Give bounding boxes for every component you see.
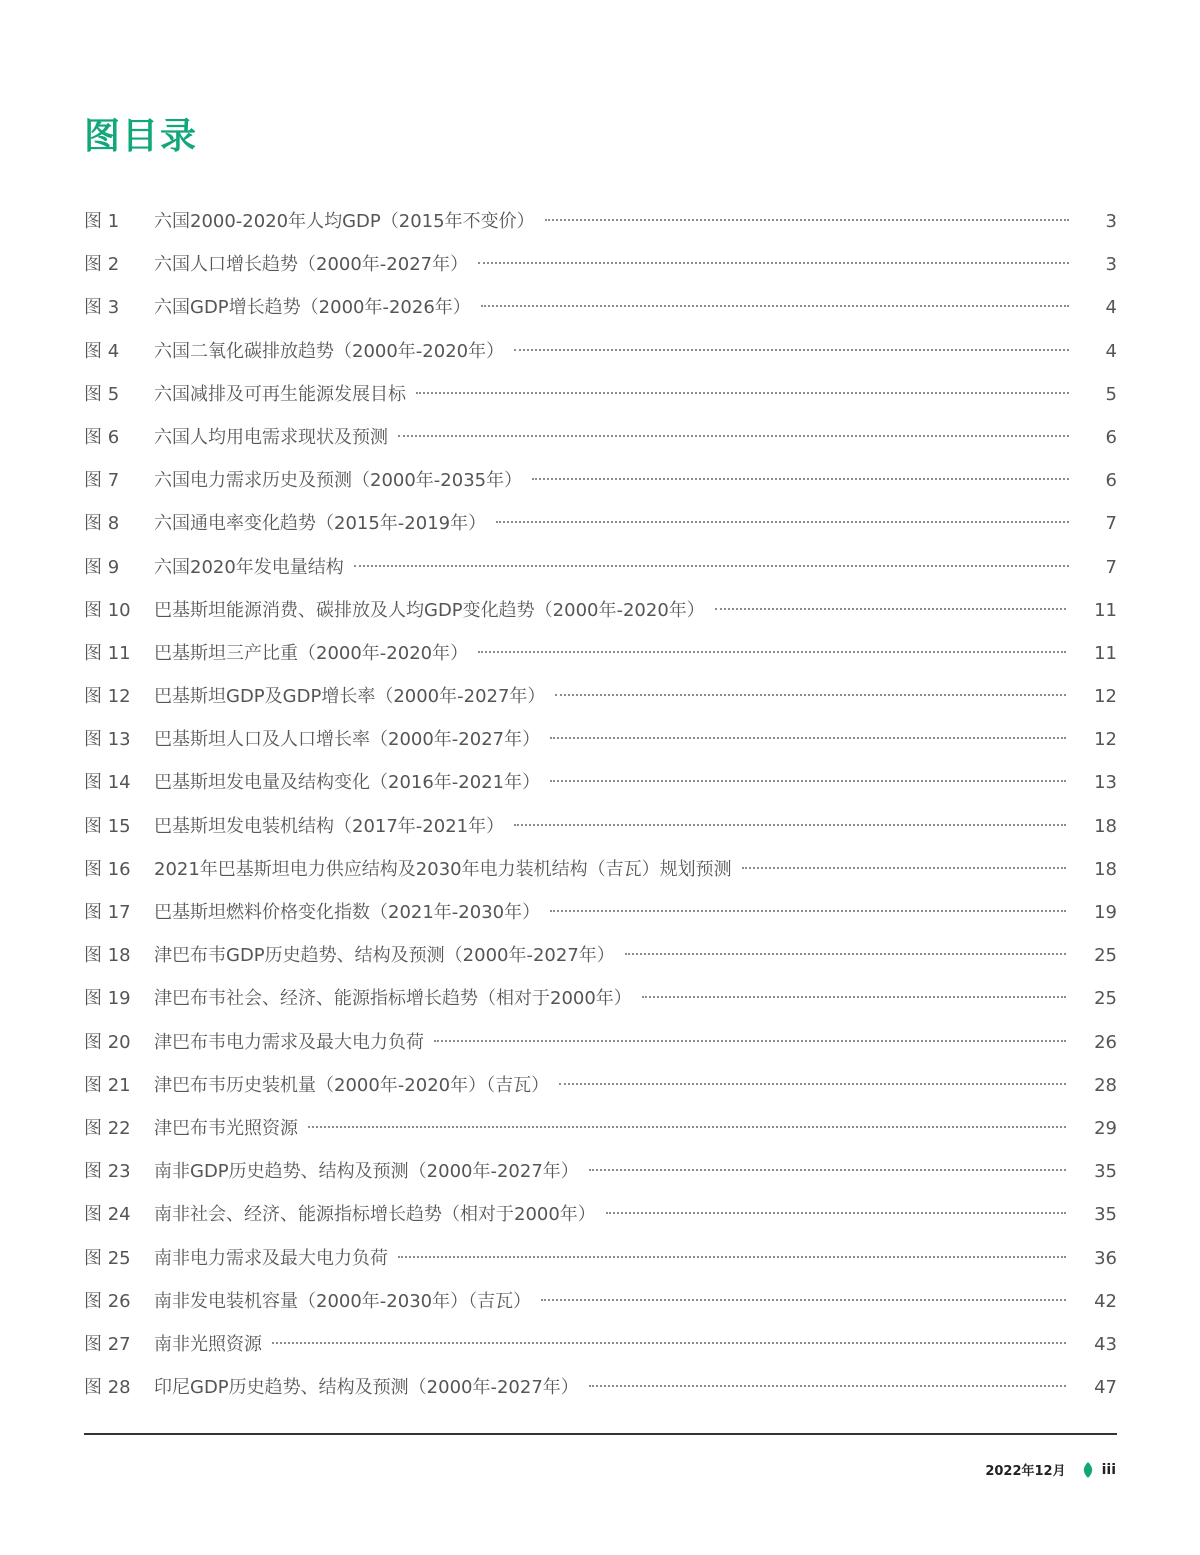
toc-entry-title: 六国人口增长趋势（2000年-2027年） bbox=[154, 254, 469, 276]
toc-entry-label: 图 25 bbox=[84, 1247, 131, 1269]
toc-entry-title: 六国通电率变化趋势（2015年-2019年） bbox=[154, 513, 487, 535]
dot-leader bbox=[589, 1169, 1066, 1171]
toc-entry[interactable] bbox=[84, 286, 1117, 329]
toc-entry-page: 3 bbox=[1105, 254, 1117, 276]
toc-entry-page: 35 bbox=[1094, 1161, 1117, 1183]
toc-entry-label: 图 17 bbox=[84, 902, 131, 923]
toc-entry[interactable] bbox=[84, 416, 1117, 459]
toc-entry-title: 六国电力需求历史及预测（2000年-2035年） bbox=[154, 470, 523, 492]
dot-leader bbox=[434, 1040, 1066, 1042]
dot-leader bbox=[606, 1212, 1066, 1214]
toc-entry-title: 巴基斯坦人口及人口增长率（2000年-2027年） bbox=[154, 729, 541, 751]
toc-entry-label: 图 6 bbox=[84, 426, 120, 448]
dot-leader bbox=[308, 1126, 1066, 1128]
toc-entry[interactable] bbox=[84, 1193, 1117, 1236]
toc-entry[interactable] bbox=[84, 632, 1117, 675]
toc-entry-label: 图 8 bbox=[84, 513, 120, 535]
toc-entry-title: 南非光照资源 bbox=[154, 1333, 262, 1355]
toc-entry[interactable] bbox=[84, 459, 1117, 502]
toc-entry-label: 图 4 bbox=[84, 340, 120, 362]
dot-leader bbox=[416, 392, 1069, 394]
toc-entry-page: 13 bbox=[1094, 772, 1117, 794]
toc-entry-label: 图 1 bbox=[84, 211, 120, 232]
toc-entry-page: 18 bbox=[1094, 815, 1117, 837]
toc-entry[interactable] bbox=[84, 200, 1117, 243]
toc-entry[interactable] bbox=[84, 373, 1117, 416]
page-title: 图目录 bbox=[84, 116, 199, 157]
toc-entry[interactable] bbox=[84, 502, 1117, 545]
toc-entry-title: 六国二氧化碳排放趋势（2000年-2020年） bbox=[154, 340, 505, 362]
toc-entry-page: 26 bbox=[1094, 1031, 1117, 1053]
toc-entry-page: 25 bbox=[1094, 988, 1117, 1010]
dot-leader bbox=[478, 651, 1066, 653]
toc-entry-page: 6 bbox=[1105, 426, 1117, 448]
toc-entry-label: 图 13 bbox=[84, 729, 131, 751]
toc-entry-title: 六国GDP增长趋势（2000年-2026年） bbox=[154, 297, 471, 319]
toc-entry[interactable] bbox=[84, 1237, 1117, 1280]
toc-entry-title: 巴基斯坦GDP及GDP增长率（2000年-2027年） bbox=[154, 686, 546, 708]
leaf-icon bbox=[1082, 1462, 1094, 1478]
toc-entry-page: 43 bbox=[1094, 1333, 1117, 1355]
toc-entry-title: 津巴布韦社会、经济、能源指标增长趋势（相对于2000年） bbox=[154, 988, 632, 1010]
toc-entry-label: 图 3 bbox=[84, 297, 120, 319]
toc-entry-label: 图 2 bbox=[84, 254, 120, 276]
toc-entry-page: 25 bbox=[1094, 945, 1117, 967]
toc-entry-title: 津巴布韦电力需求及最大电力负荷 bbox=[154, 1031, 424, 1053]
dot-leader bbox=[589, 1385, 1066, 1387]
toc-entry[interactable] bbox=[84, 977, 1117, 1020]
toc-entry-label: 图 18 bbox=[84, 945, 131, 967]
toc-entry[interactable] bbox=[84, 1150, 1117, 1193]
toc-entry[interactable] bbox=[84, 675, 1117, 718]
toc-entry-label: 图 20 bbox=[84, 1031, 131, 1053]
toc-entry-title: 南非电力需求及最大电力负荷 bbox=[154, 1247, 388, 1269]
toc-entry-page: 35 bbox=[1094, 1204, 1117, 1226]
toc-entry-page: 29 bbox=[1094, 1117, 1117, 1139]
toc-entry-page: 4 bbox=[1105, 297, 1117, 319]
toc-entry[interactable] bbox=[84, 934, 1117, 977]
toc-entry-label: 图 10 bbox=[84, 599, 131, 621]
toc-entry-page: 7 bbox=[1105, 513, 1117, 535]
toc-entry-title: 南非发电装机容量（2000年-2030年）（吉瓦） bbox=[154, 1290, 532, 1312]
dot-leader bbox=[550, 780, 1066, 782]
toc-entry-page: 4 bbox=[1105, 340, 1117, 362]
toc-entry-label: 图 16 bbox=[84, 858, 131, 880]
toc-entry-label: 图 21 bbox=[84, 1074, 131, 1096]
toc-entry-title: 巴基斯坦三产比重（2000年-2020年） bbox=[154, 642, 469, 664]
toc-entry-page: 12 bbox=[1094, 686, 1117, 708]
toc-entry-title: 津巴布韦GDP历史趋势、结构及预测（2000年-2027年） bbox=[154, 945, 615, 967]
toc-entry-page: 11 bbox=[1094, 599, 1117, 621]
toc-entry-label: 图 12 bbox=[84, 686, 131, 708]
dot-leader bbox=[532, 478, 1069, 480]
dot-leader bbox=[545, 219, 1069, 221]
toc-entry-label: 图 11 bbox=[84, 642, 131, 664]
dot-leader bbox=[272, 1342, 1066, 1344]
toc-entry-page: 11 bbox=[1094, 642, 1117, 664]
dot-leader bbox=[550, 737, 1066, 739]
toc-entry[interactable] bbox=[84, 1107, 1117, 1150]
dot-leader bbox=[550, 910, 1066, 912]
toc-entry[interactable] bbox=[84, 546, 1117, 589]
toc-entry-title: 印尼GDP历史趋势、结构及预测（2000年-2027年） bbox=[154, 1377, 579, 1399]
toc-entry[interactable] bbox=[84, 718, 1117, 761]
toc-entry-label: 图 15 bbox=[84, 815, 131, 837]
footer-date: 2022年12月 bbox=[985, 1464, 1066, 1479]
toc-entry[interactable] bbox=[84, 848, 1117, 891]
toc-entry[interactable] bbox=[84, 1366, 1117, 1409]
toc-entry-page: 12 bbox=[1094, 729, 1117, 751]
toc-entry-title: 津巴布韦光照资源 bbox=[154, 1117, 298, 1139]
dot-leader bbox=[398, 1256, 1066, 1258]
dot-leader bbox=[398, 435, 1069, 437]
dot-leader bbox=[742, 867, 1066, 869]
dot-leader bbox=[541, 1299, 1066, 1301]
toc-entry[interactable] bbox=[84, 589, 1117, 632]
toc-entry-page: 36 bbox=[1094, 1247, 1117, 1269]
toc-entry[interactable] bbox=[84, 891, 1117, 934]
toc-entry-label: 图 24 bbox=[84, 1204, 131, 1226]
toc-entry-page: 47 bbox=[1094, 1377, 1117, 1399]
toc-entry-page: 42 bbox=[1094, 1290, 1117, 1312]
toc-entry-title: 巴基斯坦能源消费、碳排放及人均GDP变化趋势（2000年-2020年） bbox=[154, 599, 705, 621]
toc-entry[interactable] bbox=[84, 1323, 1117, 1366]
dot-leader bbox=[625, 953, 1066, 955]
dot-leader bbox=[496, 521, 1069, 523]
toc-entry-page: 19 bbox=[1094, 902, 1117, 923]
toc-entry-label: 图 27 bbox=[84, 1333, 131, 1355]
footer-divider bbox=[84, 1433, 1117, 1435]
toc-entry[interactable] bbox=[84, 805, 1117, 848]
toc-entry[interactable] bbox=[84, 330, 1117, 373]
toc-entry[interactable] bbox=[84, 1280, 1117, 1323]
toc-entry-label: 图 19 bbox=[84, 988, 131, 1010]
toc-entry-page: 18 bbox=[1094, 858, 1117, 880]
toc-entry-label: 图 7 bbox=[84, 470, 120, 492]
toc-entry-label: 图 22 bbox=[84, 1117, 131, 1139]
toc-entry-title: 巴基斯坦发电装机结构（2017年-2021年） bbox=[154, 815, 505, 837]
toc-entry-label: 图 28 bbox=[84, 1377, 131, 1399]
toc-entry-label: 图 23 bbox=[84, 1161, 131, 1183]
toc-entry-title: 南非GDP历史趋势、结构及预测（2000年-2027年） bbox=[154, 1161, 579, 1183]
toc-entry-page: 7 bbox=[1105, 556, 1117, 578]
toc-entry-label: 图 26 bbox=[84, 1290, 131, 1312]
dot-leader bbox=[559, 1083, 1066, 1085]
toc-entry-page: 28 bbox=[1094, 1074, 1117, 1096]
dot-leader bbox=[555, 694, 1066, 696]
toc-entry-page: 6 bbox=[1105, 470, 1117, 492]
toc-entry-title: 南非社会、经济、能源指标增长趋势（相对于2000年） bbox=[154, 1204, 596, 1226]
dot-leader bbox=[354, 565, 1069, 567]
dot-leader bbox=[478, 262, 1069, 264]
toc-entry[interactable] bbox=[84, 1064, 1117, 1107]
figure-list bbox=[84, 200, 1117, 1409]
toc-entry-title: 巴基斯坦燃料价格变化指数（2021年-2030年） bbox=[154, 902, 541, 923]
toc-entry-title: 2021年巴基斯坦电力供应结构及2030年电力装机结构（吉瓦）规划预测 bbox=[154, 858, 732, 880]
toc-entry-page: 3 bbox=[1105, 211, 1117, 232]
footer-page-number: iii bbox=[1101, 1461, 1116, 1478]
dot-leader bbox=[514, 824, 1066, 826]
dot-leader bbox=[514, 349, 1069, 351]
dot-leader bbox=[642, 996, 1066, 998]
dot-leader bbox=[481, 305, 1069, 307]
dot-leader bbox=[715, 608, 1066, 610]
toc-entry-label: 图 14 bbox=[84, 772, 131, 794]
toc-entry-page: 5 bbox=[1105, 383, 1117, 405]
toc-entry-title: 六国人均用电需求现状及预测 bbox=[154, 426, 388, 448]
toc-entry-label: 图 5 bbox=[84, 383, 120, 405]
toc-entry[interactable] bbox=[84, 1021, 1117, 1064]
toc-entry-title: 津巴布韦历史装机量（2000年-2020年）（吉瓦） bbox=[154, 1074, 550, 1096]
toc-entry[interactable] bbox=[84, 761, 1117, 804]
toc-entry-title: 六国2020年发电量结构 bbox=[154, 556, 344, 578]
toc-entry-label: 图 9 bbox=[84, 556, 120, 578]
toc-entry-title: 六国2000-2020年人均GDP（2015年不变价） bbox=[154, 211, 535, 232]
toc-entry-title: 巴基斯坦发电量及结构变化（2016年-2021年） bbox=[154, 772, 541, 794]
toc-entry-title: 六国减排及可再生能源发展目标 bbox=[154, 383, 406, 405]
page-footer bbox=[985, 1460, 1116, 1479]
toc-entry[interactable] bbox=[84, 243, 1117, 286]
